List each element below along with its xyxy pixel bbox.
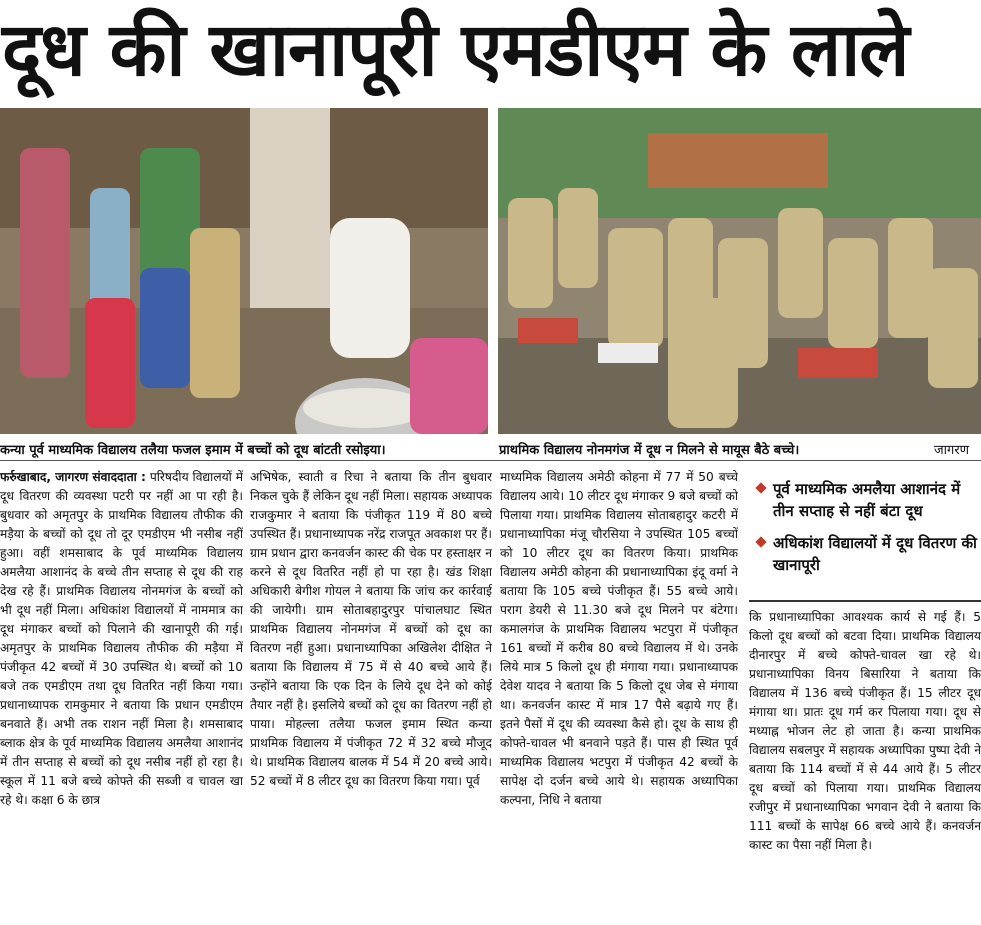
headline: दूध की खानापूरी एमडीएम के लाले (2, 7, 909, 93)
highlight-text: अधिकांश विद्यालयों में दूध वितरण की खानापूरी (773, 534, 977, 574)
photo-children-waiting (498, 108, 981, 434)
column-text: माध्यमिक विद्यालय अमेठी कोहना में 77 में 50 बच्चे विद्यालय आये। 10 लीटर दूध मंगाकर 9 बजे बच्चों को पिलाया गया। प्राथमिक विद्यालय सोताबहादुर कटरी में प्रधानाध्यापिका मंजू चौरसिया ने उपस्थित 105 बच्चों को 10 लीटर दूध का वितरण किया। प्राथमिक विद्यालय अमेठी कोहना की प्रधानाध्यापिका इंदू वर्मा ने बताया कि 105 बच्चे पंजीकृत हैं। 55 बच्चे आये। पराग डेयरी से 11.30 बजे दूध मिलने पर बंटेगा। कमालगंज के प्राथमिक विद्यालय भटपुरा में पंजीकृत 161 बच्चों में करीब 80 बच्चे विद्यालय में थे। उनके लिये मात्र 5 किलो दूध ही मंगाया गया। प्रधानाध्यापक देवेश यादव ने बताया कि 5 किलो दूध जेब से मंगाया था। कनवर्जन कास्ट में मात्र 17 पैसे बढ़ाये गए हैं। इतने पैसों में दूध की व्यवस्था कैसे हो। दूध के साथ ही कोफ्ते-चावल भी बनवाने पड़ते हैं। पास ही स्थित पूर्व माध्यमिक विद्यालय भटपुरा में पंजीकृत 42 बच्चों के सापेक्ष दो दर्जन बच्चे आये थे। सहायक अध्यापिका कल्पना, निधि ने बताया (500, 470, 738, 807)
caption-divider (0, 460, 981, 461)
highlights-divider (749, 600, 981, 602)
highlight-item (749, 532, 981, 576)
highlight-item (749, 478, 981, 522)
article-column-2 (250, 468, 492, 923)
byline: फर्रुखाबाद, जागरण संवाददाता : (0, 470, 146, 484)
column-text: परिषदीय विद्यालयों में दूध वितरण की व्यवस्था पटरी पर नहीं आ पा रही है। बुधवार को अमृतपुर के प्राथमिक विद्यालय तौफीक की मड़ैया के बच्चों को दूध तो दूर एमडीएम भी नसीब नहीं हुआ। वहीं शमसाबाद के पूर्व माध्यमिक विद्यालय अमलैया आशानंद के बच्चे तीन सप्ताह से दूध की राह देख रहे हैं। प्राथमिक विद्यालय नोनमगंज के बच्चों को भी दूध नहीं मिला। अधिकांश विद्यालयों में नाममात्र का दूध मंगाकर बच्चों को पिलाने की खानापूरी की गई। अमृतपुर के प्राथमिक विद्यालय तौफीक की मड़ैया में पंजीकृत 42 बच्चों में 30 उपस्थित थे। बच्चों को 10 बजे तक एमडीएम तथा दूध वितरित नहीं किया गया। प्रधानाध्यापक रामकुमार ने बताया कि प्रधान एमडीएम बनवाते हैं। अभी तक राशन नहीं मिला है। शमसाबाद ब्लाक क्षेत्र के पूर्व माध्यमिक विद्यालय अमलैया आशानंद में तीन सप्ताह से बच्चों को दूध नसीब नहीं हो रहा है। स्कूल में 11 बजे बच्चे कोफ्ते की सब्जी व चावल खा रहे थे। कक्षा 6 के छात्र (0, 470, 243, 807)
article-column-1 (0, 468, 243, 923)
highlights-box (749, 478, 981, 602)
photo-caption-right: प्राथमिक विद्यालय नोनमगंज में दूध न मिलने से मायूस बैठे बच्चे। (499, 443, 800, 458)
highlight-text: पूर्व माध्यमिक अमलैया आशानंद में तीन सप्ताह से नहीं बंटा दूध (773, 480, 961, 520)
article-column-4 (749, 608, 981, 923)
column-text: अभिषेक, स्वाती व रिचा ने बताया कि तीन बुधवार निकल चुके हैं लेकिन दूध नहीं मिला। सहायक अध्यापक राजकुमार ने बताया कि पंजीकृत 119 में 80 बच्चे उपस्थित हैं। प्रधानाध्यापक नरेंद्र राजपूत अवकाश पर हैं। ग्राम प्रधान द्वारा कनवर्जन कास्ट की चेक पर हस्ताक्षर न करने से दूध वितरित नहीं हो पा रहा है। खंड शिक्षा अधिकारी बेगीश गोयल ने बताया कि जांच कर कार्रवाई की जायेगी। ग्राम सोताबहादुरपुर पांचालघाट स्थित प्राथमिक विद्यालय नोनमगंज में बच्चों को दूध का वितरण नहीं हुआ। प्रधानाध्यापिका अखिलेश दीक्षित ने बताया कि विद्यालय में 75 में से 40 बच्चे आये हैं। उन्होंने बताया कि एक दिन के लिये दूध देने को कोई तैयार नहीं है। इसलिये बच्चों को दूध का वितरण नहीं हो पाया। मोहल्ला तलैया फजल इमाम स्थित कन्या प्राथमिक विद्यालय में पंजीकृत 72 में 32 बच्चे मौजूद थे। प्राथमिक विद्यालय बालक में 54 में 20 बच्चे आये। 52 बच्चों में 8 लीटर दूध का वितरण किया गया। पूर्व (250, 470, 492, 788)
bullet-diamond-icon (755, 536, 766, 547)
photo-credit: जागरण (934, 443, 970, 458)
photo-milk-distribution (0, 108, 488, 434)
column-text: कि प्रधानाध्यापिका आवश्यक कार्य से गई हैं। 5 किलो दूध बच्चों को बटवा दिया। प्राथमिक विद्यालय दीनारपुर में बच्चे कोफ्ते-चावल खा रहे थे। प्रधानाध्यापिका विनय बिसारिया ने बताया कि विद्यालय में 136 बच्चे पंजीकृत हैं। 15 लीटर दूध मंगाया था। प्रातः दूध गर्म कर पिलाया गया। दूध से मध्याह्न भोजन लेट हो जाता है। कन्या प्राथमिक विद्यालय सबलपुर में सहायक अध्यापिका पुष्पा देवी ने बताया कि 114 बच्चों में से 44 आये हैं। 5 लीटर दूध बच्चों को पिलाया गया। प्राथमिक विद्यालय रजीपुर में प्रधानाध्यापिका भगवान देवी ने बताया कि 111 बच्चों के सापेक्ष 66 बच्चे आये हैं। कनवर्जन कास्ट का पैसा नहीं मिला है। (749, 610, 981, 852)
article-column-3 (500, 468, 738, 923)
bullet-diamond-icon (755, 482, 766, 493)
photo-caption-left: कन्या पूर्व माध्यमिक विद्यालय तलैया फजल इमाम में बच्चों को दूध बांटती रसोइया। (0, 443, 386, 458)
